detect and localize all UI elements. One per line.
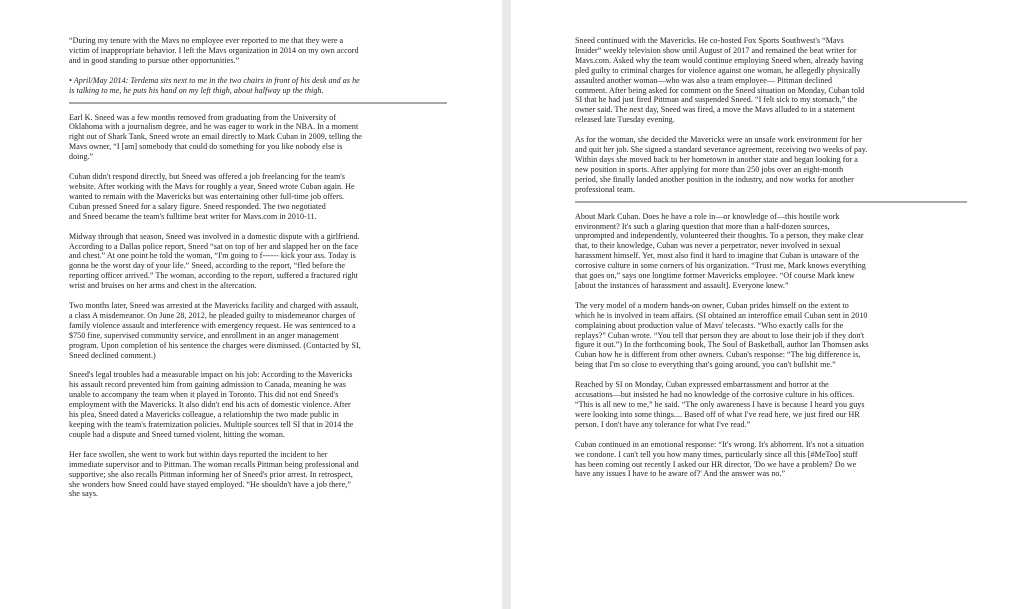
incident-bullet: • April/May 2014: Terdema sits next to me in the two chairs in front of his desk and as he is talking to me, he puts his hand on my left thigh, about halfway up the thigh. — [69, 75, 360, 95]
paragraph: The very model of a modern hands-on owner, Cuban prides himself on the extent to which he is involved in team affairs. (SI obtained an interoffice email Cuban sent in 2010 complaining about production value of Mavs' telecasts. “Who exactly calls for the replays?” Cuban wrote. “You tell that person they are about to lose their job if they don't figure it out.”) In the forthcoming book, The Soul of Basketball, author Ian Thomsen asks Cuban how he is different from other owners. Cuban's response: “The big difference is, being that I'm so close to everything that's going around, you can't bullshit me.” — [575, 300, 869, 370]
paragraph: Her face swollen, she went to work but within days reported the incident to her immediate supervisor and to Pittman. The woman recalls Pittman being professional and supportive; she also recalls Pittman informing her of Sneed's prior arrest. In retrospect, she wonders how Sneed could have stayed employed. “He shouldn't have a job there,” she says. — [69, 449, 359, 499]
paragraph: About Mark Cuban. Does he have a role in—or knowledge of—this hostile work environment? It's such a glaring question that more than a half-dozen sources, unprompted and independently, volunteered their thoughts. To a person, they make clear that, to their knowledge, Cuban was never a perpetrator, never involved in sexual harassment himself. Yet, most also find it hard to imagine that Cuban is unaware of the corrosive culture in some corners of his organization. “Trust me, Mark knows everything that goes on,” says one longtime former Mavericks employee. “Of course Mark knew [about the instances of harassment and assault]. Everyone knew.” — [575, 211, 866, 290]
opening-quote: “During my tenure with the Mavs no employee ever reported to me that they were a victim of inappropriate behavior. I left the Mavs organization in 2014 on my own accord and in good standing to pursue other opportunities.” — [69, 36, 359, 65]
paragraph: Sneed's legal troubles had a measurable impact on his job: According to the Mavericks his assault record prevented him from gaining admission to Canada, meaning he was unable to accompany the team when it played in Toronto. This did not end Sneed's employment with the Mavericks. It also didn't end his acts of domestic violence. After his plea, Sneed dated a Mavericks colleague, a relationship the two made public in keeping with the team's fraternization policies. Multiple sources tell SI that in 2014 the couple had a dispute and Sneed turned violent, hitting the woman. — [69, 370, 354, 439]
page-left-text-column — [69, 36, 447, 509]
document-page-right — [511, 0, 1024, 609]
paragraph: Midway through that season, Sneed was involved in a domestic dispute with a girlfriend. According to a Dallas police report, Sneed “sat on top of her and slapped her on the face and chest.” At one point he told the woman, “I'm going to f------ kick your ass. Today is gonna be the worst day of your life.” Sneed, according to the report, “fled before the reporting officer arrived.” The woman, according to the report, suffered a fractured right wrist and bruises on her arms and chest in the altercation. — [69, 231, 360, 291]
paragraph: Cuban continued in an emotional response: “It's wrong. It's abhorrent. It's not a situation we condone. I can't tell you how many times, particularly since all this [#MeToo] stuff has been coming out recently I asked our HR director, 'Do we have a problem? Do we have any issues I have to be aware of?' And the answer was no.” — [575, 439, 864, 479]
paragraph: Sneed continued with the Mavericks. He co-hosted Fox Sports Southwest's “Mavs Insider” weekly television show until August of 2017 and remained the beat writer for Mavs.com. Asked why the team would continue employing Sneed when, already having pled guilty to criminal charges for violence against one woman, he allegedly physically assaulted another woman—who was also a team employee— Pittman declined comment. After being asked for comment on the Sneed situation on Monday, Cuban told SI that he had just fired Pittman and suspended Sneed. “I felt sick to my stomach,” the owner said. The next day, Sneed was fired, a move the Mavs alluded to in a statement released late Tuesday evening. — [575, 36, 865, 125]
section-divider — [575, 201, 967, 203]
paragraph: Two months later, Sneed was arrested at the Mavericks facility and charged with assault, a class A misdemeanor. On June 28, 2012, he pleaded guilty to misdemeanor charges of family violence assault and interference with emergency request. He was sentenced to a $750 fine, supervised community service, and enrollment in an anger management program. Upon completion of his sentence the charges were dismissed. (Contacted by SI, Sneed declined comment.) — [69, 301, 361, 360]
section-divider — [69, 102, 447, 104]
paragraph: As for the woman, she decided the Mavericks were an unsafe work environment for her and quit her job. She signed a standard severance agreement, receiving two weeks of pay. Within days she moved back to her hometown in another state and began looking for a new position in sports. After applying for more than 250 jobs over an eight-month period, she finally landed another position in the industry, and now works for another professional team. — [575, 135, 868, 194]
page-right-text-column — [575, 36, 967, 489]
paragraph: Cuban didn't respond directly, but Sneed was offered a job freelancing for the team's website. After working with the Mavs for roughly a year, Sneed wrote Cuban again. He wanted to remain with the Mavericks but was entertaining other full-time job offers. Cuban pressed Sneed for a salary figure. Sneed responded. The two negotiated and Sneed became the team's fulltime beat writer for Mavs.com in 2010-11. — [69, 172, 355, 221]
paragraph: Reached by SI on Monday, Cuban expressed embarrassment and horror at the accusations—but insisted he had no knowledge of the corrosive culture in his offices. “This is all new to me,” he said. “The only awareness I have is because I heard you guys were looking into some things.... Based off of what I've read here, we just fired our HR person. I don't have any tolerance for what I've read.” — [575, 380, 865, 429]
paragraph: Earl K. Sneed was a few months removed from graduating from the University of Oklahoma with a journalism degree, and he was eager to work in the NBA. In a moment right out of Shark Tank, Sneed wrote an email directly to Mark Cuban in 2009, telling the Mavs owner, “I [am] somebody that could do something for you like nobody else is doing.” — [69, 112, 362, 162]
document-page-left — [0, 0, 502, 609]
